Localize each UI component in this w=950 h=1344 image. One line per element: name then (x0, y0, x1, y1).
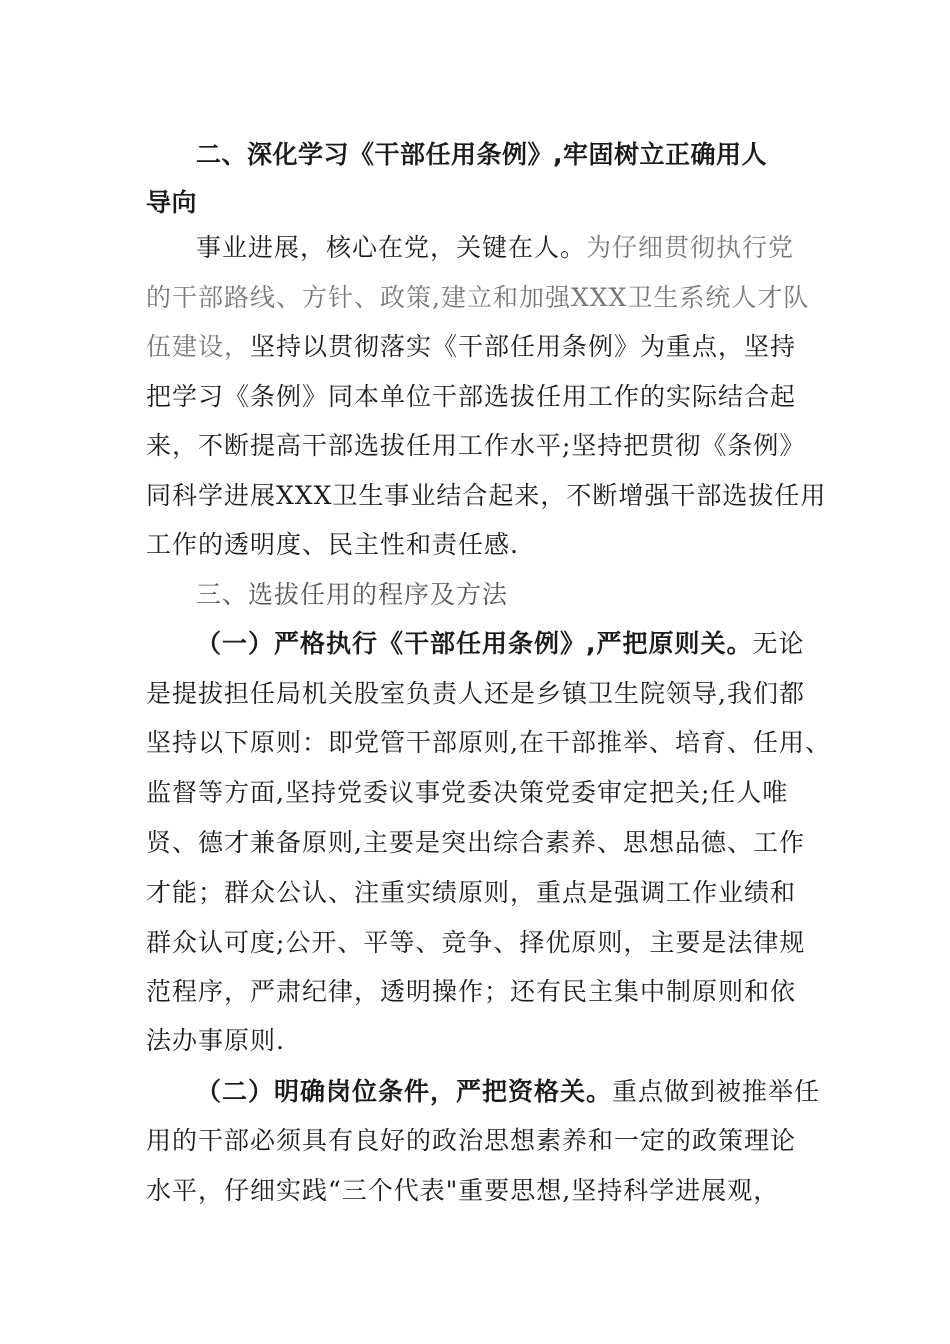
text-span: 重点做到被推举任 (612, 1077, 821, 1106)
paragraph-line: 水平，仔细实践“三个代表"重要思想,坚持科学进展观， (146, 1176, 780, 1205)
paragraph-line (196, 1075, 820, 1109)
text-span: 事业进展，核心在党，关键在人。 (196, 233, 587, 262)
paragraph-line (196, 627, 805, 661)
item-1-title: （一）严格执行《干部任用条例》,严把原则关。 (196, 629, 753, 658)
text-span-gray: 为仔细贯彻执行党 (586, 233, 795, 262)
paragraph-line: 工作的透明度、民主性和责任感. (146, 530, 519, 559)
paragraph-line: 监督等方面,坚持党委议事党委决策党委审定把关;任人唯 (146, 778, 789, 807)
paragraph-line: 来，不断提高干部选拔任用工作水平;坚持把贯彻《条例》 (146, 431, 806, 460)
paragraph-line: 群众认可度;公开、平等、竞争、择优原则，主要是法律规 (146, 928, 806, 957)
paragraph-line (146, 330, 796, 364)
paragraph-line: 贤、德才兼备原则,主要是突出综合素养、思想品德、工作 (146, 828, 805, 857)
item-2-title: （二）明确岗位条件，严把资格关。 (196, 1077, 613, 1106)
paragraph-line: 范程序，严肃纪律，透明操作；还有民主集中制原则和依 (146, 977, 797, 1006)
section-2-heading-continued: 导向 (146, 188, 198, 217)
paragraph-line (196, 231, 794, 265)
paragraph-line: 同科学进展XXX卫生事业结合起来，不断增强干部选拔任用 (146, 481, 827, 510)
text-span: 坚持以贯彻落实《干部任用条例》为重点，坚持 (250, 332, 797, 361)
section-2-heading: 二、深化学习《干部任用条例》,牢固树立正确用人 (196, 140, 767, 169)
section-3-heading: 三、选拔任用的程序及方法 (196, 580, 509, 609)
text-span: 无论 (752, 629, 805, 658)
paragraph-line: 把学习《条例》同本单位干部选拔任用工作的实际结合起 (146, 382, 797, 411)
paragraph-line: 才能；群众公认、注重实绩原则，重点是强调工作业绩和 (146, 878, 797, 907)
paragraph-line: 的干部路线、方针、政策,建立和加强XXX卫生系统人才队 (146, 283, 810, 312)
paragraph-line: 法办事原则. (146, 1026, 285, 1055)
paragraph-line: 坚持以下原则：即党管干部原则,在干部推举、培育、任用、 (146, 728, 831, 757)
paragraph-line: 用的干部必须具有良好的政治思想素养和一定的政策理论 (146, 1126, 797, 1155)
paragraph-line: 是提拔担任局机关股室负责人还是乡镇卫生院领导,我们都 (146, 679, 805, 708)
text-span-gray: 伍建设， (146, 332, 251, 361)
